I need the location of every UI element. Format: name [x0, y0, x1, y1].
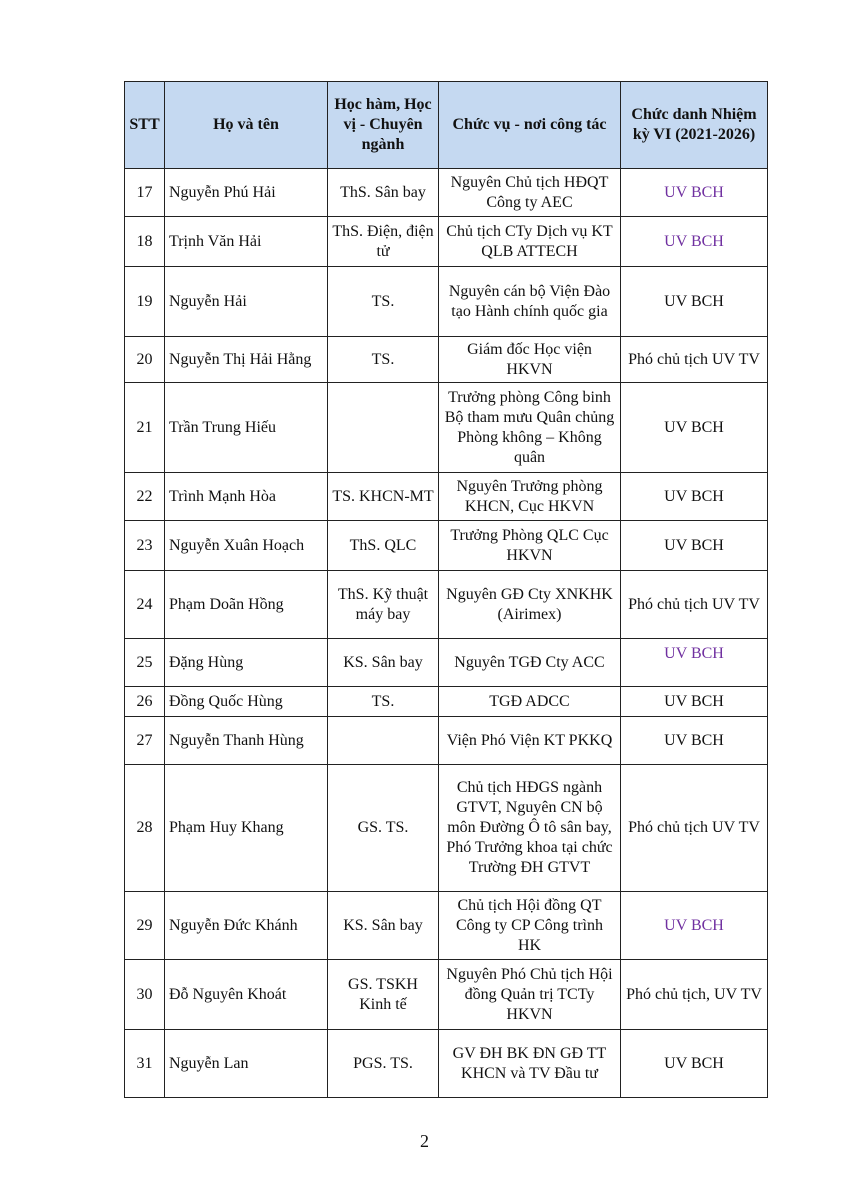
cell-role: UV BCH	[621, 383, 768, 473]
cell-position: Giám đốc Học viện HKVN	[439, 337, 621, 383]
cell-stt: 31	[125, 1030, 165, 1098]
table-row	[125, 960, 768, 1030]
cell-position: Nguyên Phó Chủ tịch Hội đồng Quản trị TCTy HKVN	[439, 960, 621, 1030]
cell-role: UV BCH	[621, 521, 768, 571]
cell-position: Nguyên Trưởng phòng KHCN, Cục HKVN	[439, 473, 621, 521]
cell-stt: 22	[125, 473, 165, 521]
cell-name: Nguyễn Thị Hải Hằng	[165, 337, 328, 383]
cell-degree: ThS. QLC	[328, 521, 439, 571]
cell-degree: TS. KHCN-MT	[328, 473, 439, 521]
cell-degree	[328, 717, 439, 765]
cell-role	[621, 639, 768, 687]
table-row	[125, 267, 768, 337]
cell-role: UV BCH	[621, 217, 768, 267]
cell-name: Đồng Quốc Hùng	[165, 687, 328, 717]
cell-stt: 25	[125, 639, 165, 687]
cell-role: UV BCH	[621, 687, 768, 717]
cell-degree: KS. Sân bay	[328, 892, 439, 960]
cell-stt: 19	[125, 267, 165, 337]
table-row	[125, 473, 768, 521]
cell-role: UV BCH	[621, 892, 768, 960]
cell-name: Phạm Doãn Hồng	[165, 571, 328, 639]
cell-name: Nguyễn Phú Hải	[165, 169, 328, 217]
cell-stt: 17	[125, 169, 165, 217]
cell-stt: 28	[125, 765, 165, 892]
page-number: 2	[420, 1131, 429, 1151]
cell-degree	[328, 383, 439, 473]
cell-role: Phó chủ tịch UV TV	[621, 765, 768, 892]
cell-position: Trưởng Phòng QLC Cục HKVN	[439, 521, 621, 571]
cell-degree: GS. TSKH Kinh tế	[328, 960, 439, 1030]
cell-role: UV BCH	[621, 1030, 768, 1098]
cell-degree: PGS. TS.	[328, 1030, 439, 1098]
table-row	[125, 217, 768, 267]
cell-name: Nguyễn Lan	[165, 1030, 328, 1098]
cell-degree: ThS. Sân bay	[328, 169, 439, 217]
header-degree: Học hàm, Học vị - Chuyên ngành	[328, 82, 439, 169]
cell-role: Phó chủ tịch, UV TV	[621, 960, 768, 1030]
cell-name: Nguyễn Đức Khánh	[165, 892, 328, 960]
cell-degree: ThS. Điện, điện tử	[328, 217, 439, 267]
cell-position: Chủ tịch CTy Dịch vụ KT QLB ATTECH	[439, 217, 621, 267]
cell-stt: 18	[125, 217, 165, 267]
cell-position: Trưởng phòng Công binh Bộ tham mưu Quân chủng Phòng không – Không quân	[439, 383, 621, 473]
cell-degree: KS. Sân bay	[328, 639, 439, 687]
header-stt: STT	[125, 82, 165, 169]
header-role: Chức danh Nhiệm kỳ VI (2021-2026)	[621, 82, 768, 169]
cell-position: Chủ tịch HĐGS ngành GTVT, Nguyên CN bộ môn Đường Ô tô sân bay, Phó Trưởng khoa tại chức Trường ĐH GTVT	[439, 765, 621, 892]
cell-degree: TS.	[328, 687, 439, 717]
cell-name: Đặng Hùng	[165, 639, 328, 687]
cell-role-text: UV BCH	[664, 644, 724, 662]
cell-role: UV BCH	[621, 473, 768, 521]
cell-position: Nguyên TGĐ Cty ACC	[439, 639, 621, 687]
cell-role: Phó chủ tịch UV TV	[621, 337, 768, 383]
table-row	[125, 765, 768, 892]
members-table	[124, 81, 768, 1098]
table-row	[125, 337, 768, 383]
cell-name: Đỗ Nguyên Khoát	[165, 960, 328, 1030]
cell-position: GV ĐH BK ĐN GĐ TT KHCN và TV Đầu tư	[439, 1030, 621, 1098]
cell-name: Phạm Huy Khang	[165, 765, 328, 892]
cell-degree: TS.	[328, 267, 439, 337]
table-row	[125, 383, 768, 473]
cell-stt: 24	[125, 571, 165, 639]
table-row	[125, 717, 768, 765]
cell-name: Nguyễn Xuân Hoạch	[165, 521, 328, 571]
cell-degree: TS.	[328, 337, 439, 383]
cell-name: Trình Mạnh Hòa	[165, 473, 328, 521]
cell-stt: 29	[125, 892, 165, 960]
cell-role: UV BCH	[621, 267, 768, 337]
cell-role: UV BCH	[621, 169, 768, 217]
table-row	[125, 521, 768, 571]
table-row	[125, 892, 768, 960]
cell-name: Trịnh Văn Hải	[165, 217, 328, 267]
header-row	[125, 82, 768, 169]
table-row	[125, 571, 768, 639]
cell-stt: 30	[125, 960, 165, 1030]
cell-position: Viện Phó Viện KT PKKQ	[439, 717, 621, 765]
cell-name: Trần Trung Hiếu	[165, 383, 328, 473]
cell-stt: 21	[125, 383, 165, 473]
cell-position: Chủ tịch Hội đồng QT Công ty CP Công trình HK	[439, 892, 621, 960]
cell-stt: 27	[125, 717, 165, 765]
table-row	[125, 1030, 768, 1098]
cell-degree: GS. TS.	[328, 765, 439, 892]
table-row	[125, 169, 768, 217]
cell-role: UV BCH	[621, 717, 768, 765]
table-row	[125, 687, 768, 717]
cell-position: Nguyên cán bộ Viện Đào tạo Hành chính quốc gia	[439, 267, 621, 337]
cell-degree: ThS. Kỹ thuật máy bay	[328, 571, 439, 639]
cell-position: Nguyên GĐ Cty XNKHK (Airimex)	[439, 571, 621, 639]
cell-stt: 23	[125, 521, 165, 571]
cell-stt: 26	[125, 687, 165, 717]
cell-name: Nguyễn Hải	[165, 267, 328, 337]
header-position: Chức vụ - nơi công tác	[439, 82, 621, 169]
cell-stt: 20	[125, 337, 165, 383]
cell-role: Phó chủ tịch UV TV	[621, 571, 768, 639]
cell-name: Nguyễn Thanh Hùng	[165, 717, 328, 765]
header-name: Họ và tên	[165, 82, 328, 169]
cell-position: Nguyên Chủ tịch HĐQT Công ty AEC	[439, 169, 621, 217]
table-row	[125, 639, 768, 687]
cell-position: TGĐ ADCC	[439, 687, 621, 717]
